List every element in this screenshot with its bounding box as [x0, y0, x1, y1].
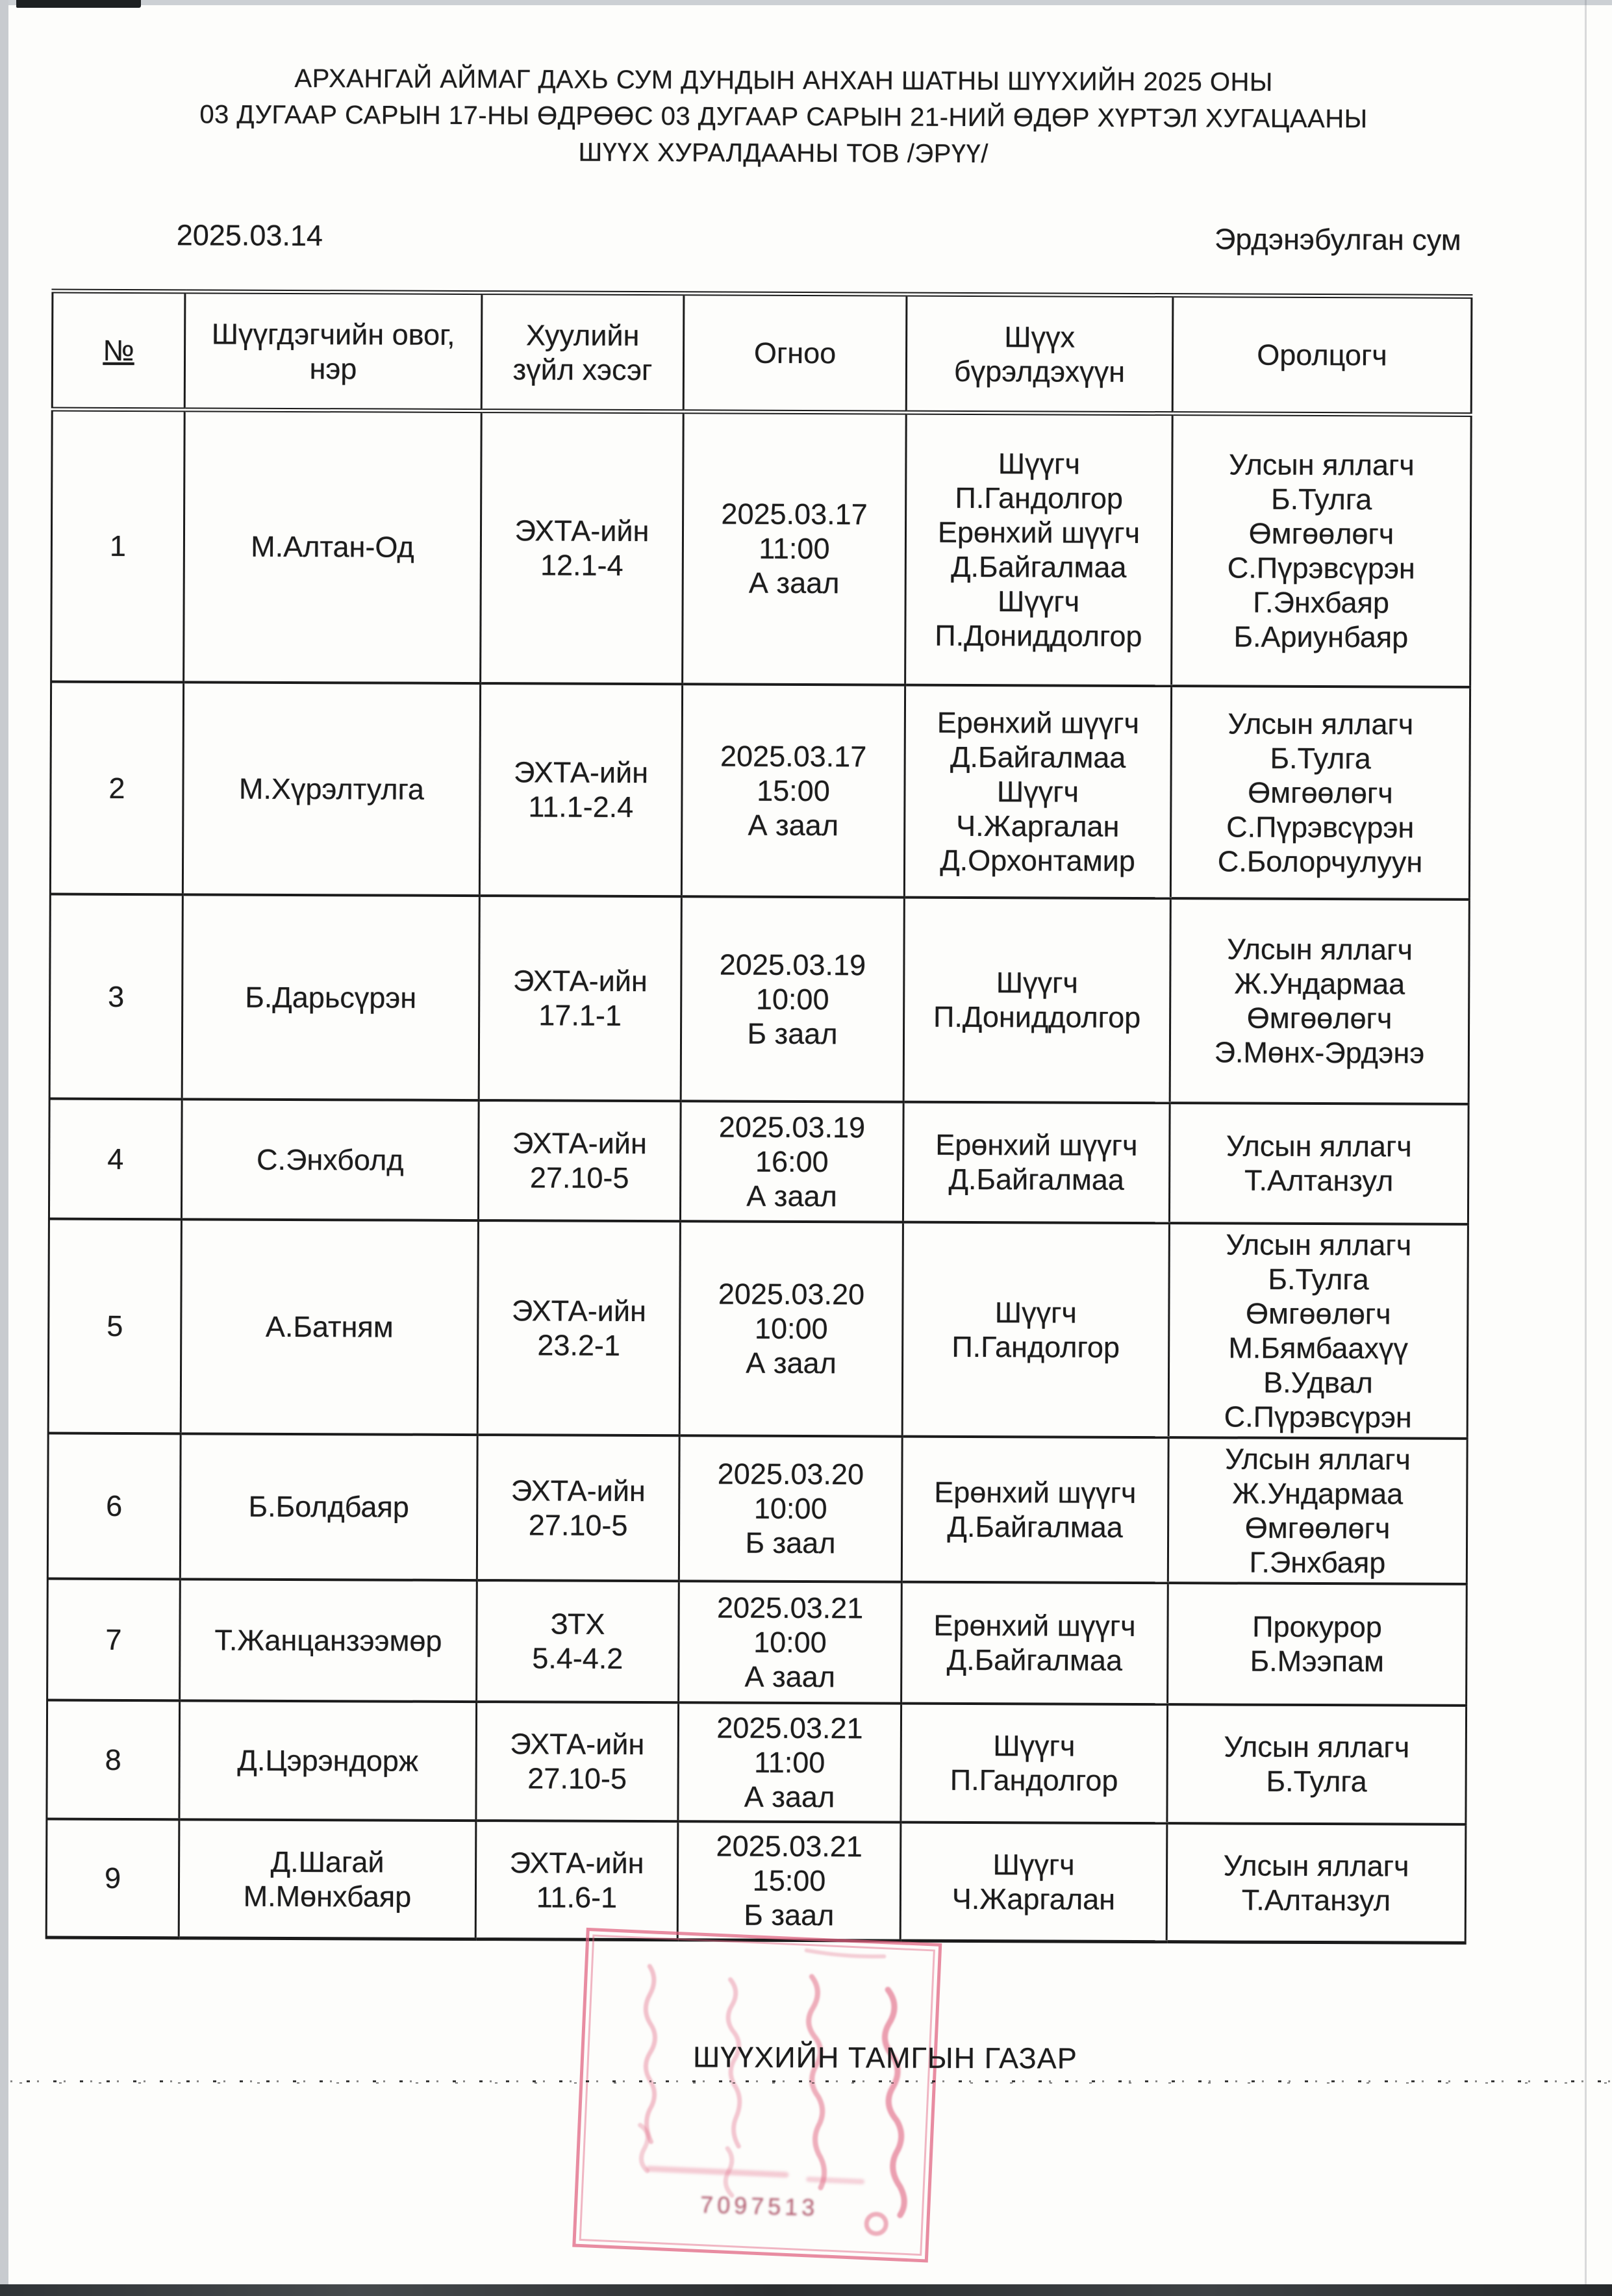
table-row	[50, 681, 1470, 899]
cell-date: 2025.03.21 15:00 Б заал	[677, 1821, 901, 1941]
cell-date: 2025.03.17 11:00 А заал	[683, 412, 907, 685]
cell-panel: Шүүгч П.Дониддолгор	[903, 897, 1170, 1103]
cell-panel: Шүүгч Ч.Жаргалан	[900, 1822, 1167, 1942]
cell-defendant: С.Энхболд	[181, 1099, 479, 1220]
cell-law-article: ЭХТА-ийн 27.10-5	[477, 1435, 679, 1581]
cell-defendant: Б.Болдбаяр	[180, 1433, 477, 1580]
document-date: 2025.03.14	[176, 218, 323, 253]
title-line-1: АРХАНГАЙ АЙМАГ ДАХЬ СУМ ДУНДЫН АНХАН ШАТНЫ ШҮҮХИЙН 2025 ОНЫ	[294, 64, 1273, 97]
header-no	[52, 291, 185, 410]
cell-law-article: ЭХТА-ийн 12.1-4	[481, 411, 684, 684]
cell-participants: Улсын яллагч Б.Тулга Өмгөөлөгч С.Пүрэвсүрэн Г.Энхбаяр Б.Ариунбаяр	[1172, 414, 1472, 687]
title-line-3: ШҮҮХ ХУРАЛДААНЫ ТОВ /ЭРҮҮ/	[578, 138, 989, 169]
header-defendant: Шүүгдэгчийн овог, нэр	[184, 292, 482, 411]
cell-no: 4	[49, 1098, 182, 1219]
cell-panel: Шүүгч П.Гандолгор Ерөнхий шүүгч Д.Байгалмаа Шүүгч П.Дониддолгор	[905, 412, 1173, 686]
cell-defendant: А.Батням	[181, 1219, 478, 1435]
cell-date: 2025.03.21 11:00 А заал	[678, 1702, 901, 1822]
cell-defendant: Т.Жанцанзээмөр	[180, 1579, 477, 1702]
scan-noise-line	[0, 2080, 1612, 2084]
cell-date: 2025.03.19 16:00 А заал	[680, 1101, 903, 1222]
cell-no: 3	[49, 894, 183, 1099]
cell-no: 2	[50, 681, 183, 894]
paper-edge-right	[1585, 0, 1587, 2296]
cell-defendant: Б.Дарьсүрэн	[182, 894, 479, 1100]
table-row	[46, 1819, 1466, 1943]
court-schedule-table	[45, 289, 1473, 1945]
table-row	[48, 1218, 1468, 1438]
cell-panel: Шүүгч П.Гандолгор	[902, 1222, 1169, 1437]
cell-participants: Улсын яллагч Б.Тулга Өмгөөлөгч С.Пүрэвсүрэн С.Болорчулуун	[1170, 686, 1470, 900]
cell-law-article: ЭХТА-ийн 27.10-5	[476, 1702, 679, 1821]
cell-no: 8	[47, 1700, 180, 1819]
header-panel: Шүүх бүрэлдэхүүн	[906, 294, 1173, 414]
cell-panel: Ерөнхий шүүгч Д.Байгалмаа Шүүгч Ч.Жаргалан Д.Орхонтамир	[904, 685, 1171, 898]
cell-no: 5	[48, 1218, 181, 1433]
table-header-row	[52, 291, 1472, 414]
scanner-edge-left	[0, 0, 8, 2296]
cell-defendant: М.Хүрэлтулга	[183, 682, 480, 896]
official-stamp	[572, 1928, 942, 2263]
table-row	[51, 409, 1472, 687]
scanner-edge-top	[0, 0, 1612, 5]
cell-date: 2025.03.21 10:00 А заал	[679, 1581, 902, 1703]
table-row	[47, 1433, 1467, 1583]
cell-no: 7	[47, 1578, 181, 1700]
cell-no: 6	[47, 1433, 181, 1579]
cell-defendant: Д.Цэрэндорж	[179, 1700, 477, 1821]
cell-law-article: ЗТХ 5.4-4.2	[477, 1580, 679, 1702]
location-name: Эрдэнэбулган сум	[1214, 222, 1461, 257]
cell-participants: Улсын яллагч Т.Алтанзул	[1169, 1103, 1468, 1224]
header-no-label: №	[103, 333, 134, 368]
stamp-number: 7097513	[699, 2191, 819, 2221]
scanner-corner-mark	[16, 0, 141, 8]
cell-defendant: Д.Шагай М.Мөнхбаяр	[179, 1819, 476, 1939]
table-row	[49, 1098, 1468, 1224]
cell-date: 2025.03.17 15:00 А заал	[681, 684, 905, 897]
cell-law-article: ЭХТА-ийн 11.1-2.4	[479, 683, 682, 896]
scanner-edge-bottom	[0, 2284, 1612, 2296]
cell-date: 2025.03.20 10:00 А заал	[679, 1221, 903, 1436]
cell-law-article: ЭХТА-ийн 17.1-1	[479, 896, 681, 1101]
header-participants: Оролцогч	[1172, 296, 1472, 415]
cell-no: 9	[46, 1819, 179, 1938]
cell-participants: Улсын яллагч Т.Алтанзул	[1166, 1823, 1466, 1943]
cell-panel: Ерөнхий шүүгч Д.Байгалмаа	[901, 1582, 1168, 1704]
cell-defendant: М.Алтан-Од	[184, 410, 482, 683]
cell-participants: Улсын яллагч Ж.Ундармаа Өмгөөлөгч Г.Энхбаяр	[1168, 1437, 1467, 1584]
cell-participants: Улсын яллагч Ж.Ундармаа Өмгөөлөгч Э.Мөнх-Эрдэнэ	[1170, 898, 1469, 1104]
header-law-article: Хуулийн зүйл хэсэг	[481, 293, 684, 412]
cell-panel: Ерөнхий шүүгч Д.Байгалмаа	[901, 1436, 1168, 1583]
cell-participants: Улсын яллагч Б.Тулга	[1167, 1704, 1467, 1824]
cell-no: 1	[51, 409, 185, 682]
cell-law-article: ЭХТА-ийн 11.6-1	[475, 1821, 678, 1940]
cell-participants: Улсын яллагч Б.Тулга Өмгөөлөгч М.Бямбаахүү В.Удвал С.Пүрэвсүрэн	[1168, 1223, 1468, 1439]
cell-law-article: ЭХТА-ийн 23.2-1	[477, 1220, 680, 1435]
cell-law-article: ЭХТА-ийн 27.10-5	[478, 1100, 681, 1221]
title-line-2: 03 ДУГААР САРЫН 17-НЫ ӨДРӨӨС 03 ДУГААР САРЫН 21-НИЙ ӨДӨР ХҮРТЭЛ ХУГАЦААНЫ	[199, 100, 1368, 134]
footer-office-label: ШҮҮХИЙН ТАМГЫН ГАЗАР	[692, 2040, 1077, 2075]
cell-panel: Шүүгч П.Гандолгор	[901, 1703, 1168, 1823]
header-date: Огноо	[683, 294, 907, 412]
table-row	[47, 1578, 1467, 1705]
cell-date: 2025.03.20 10:00 Б заал	[679, 1435, 902, 1582]
cell-panel: Ерөнхий шүүгч Д.Байгалмаа	[903, 1102, 1170, 1223]
document-title	[101, 60, 1466, 174]
cell-participants: Прокурор Б.Мээпам	[1168, 1583, 1467, 1706]
table-row	[49, 894, 1469, 1104]
cell-date: 2025.03.19 10:00 Б заал	[681, 896, 904, 1102]
table-row	[47, 1700, 1467, 1824]
